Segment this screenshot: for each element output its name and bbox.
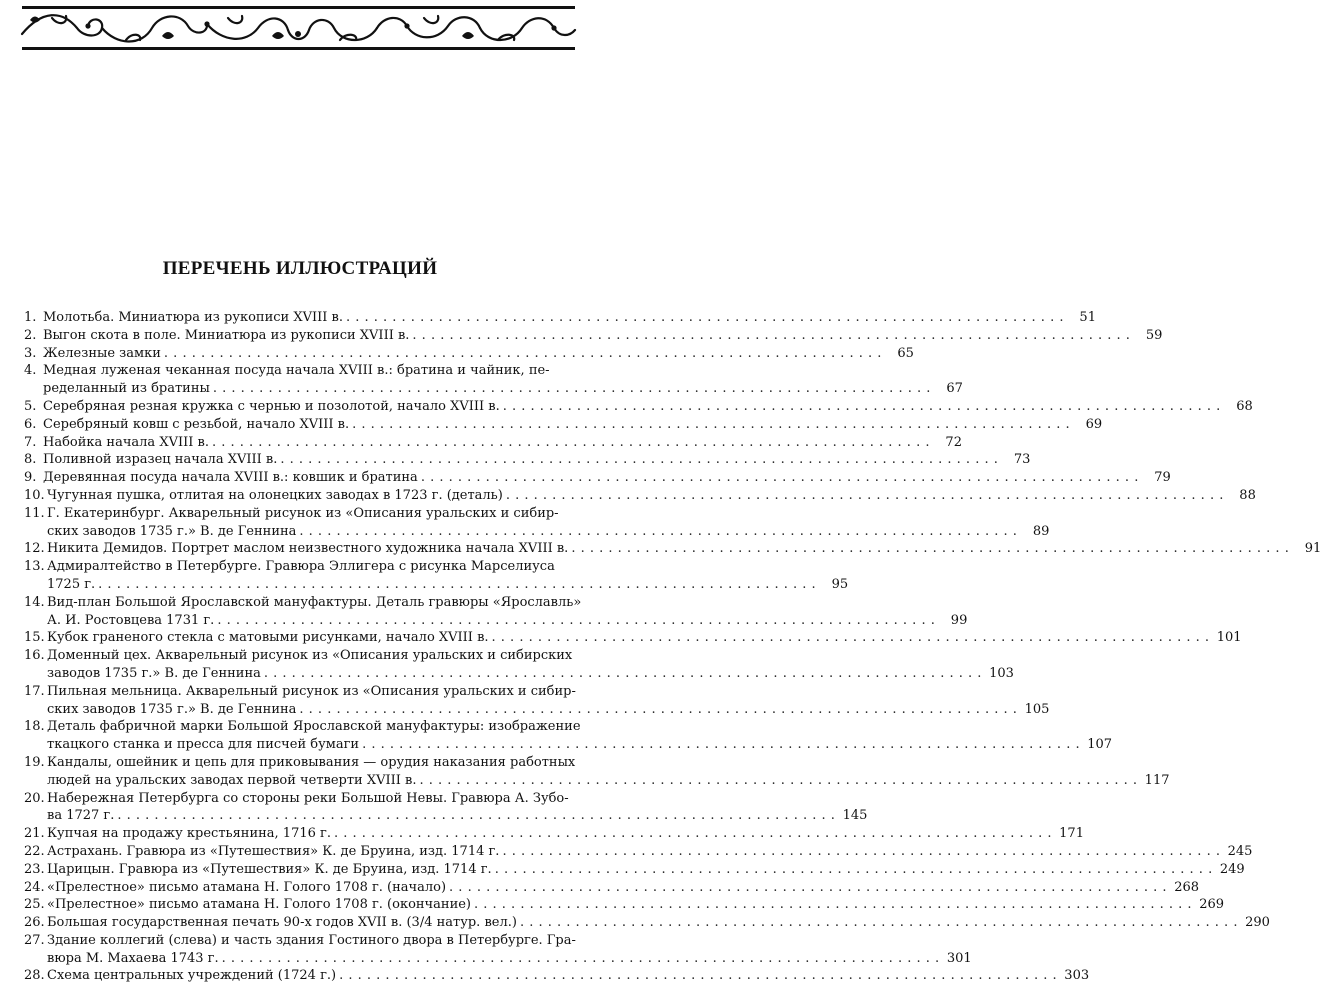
entry-line bbox=[24, 807, 868, 825]
entry-line bbox=[24, 843, 1253, 861]
illustration-entry bbox=[24, 540, 1321, 558]
entry-text: вюра М. Махаева 1743 г. bbox=[47, 950, 219, 966]
entry-text: Железные замки bbox=[43, 345, 161, 361]
entry-line bbox=[24, 576, 849, 594]
page-number: 145 bbox=[842, 808, 868, 824]
entry-text: Поливной изразец начала XVIII в. bbox=[43, 452, 278, 468]
dot-leader bbox=[492, 629, 1210, 647]
page-number: 268 bbox=[1174, 879, 1200, 895]
dot-leader bbox=[474, 896, 1192, 914]
page-number: 72 bbox=[945, 434, 962, 450]
entry-line bbox=[24, 967, 1090, 985]
entry-text: Чугунная пушка, отлитая на олонецких заводах в 1723 г. (деталь) bbox=[47, 487, 503, 503]
ornamental-header-band bbox=[22, 6, 575, 50]
illustration-entry bbox=[24, 879, 1200, 897]
entry-line bbox=[24, 309, 1096, 327]
page-number: 89 bbox=[1032, 523, 1050, 539]
entry-line bbox=[24, 505, 572, 523]
entry-line bbox=[24, 612, 968, 630]
dot-leader bbox=[352, 416, 1070, 434]
entry-text: Никита Демидов. Портрет маслом неизвестного художника начала XVIII в. bbox=[47, 541, 569, 557]
entry-number: 25. bbox=[24, 897, 45, 913]
dot-leader bbox=[503, 398, 1221, 416]
dot-leader bbox=[419, 772, 1137, 790]
entry-text: Вид-план Большой Ярославской мануфактуры. Деталь гравюры «Ярославль» bbox=[47, 594, 582, 610]
page-number: 171 bbox=[1059, 826, 1084, 842]
illustration-entry bbox=[24, 487, 1256, 505]
entry-text: Большая государственная печать 90-х годов XVII в. (3/4 натур. вел.) bbox=[47, 915, 517, 931]
illustration-entry bbox=[24, 416, 1103, 434]
illustration-entry bbox=[24, 718, 1113, 754]
entry-number: 15. bbox=[24, 630, 45, 646]
entry-line bbox=[24, 647, 572, 665]
entry-number: 28. bbox=[24, 968, 45, 984]
entry-number: 24. bbox=[24, 879, 45, 895]
entry-text: ва 1727 г. bbox=[47, 808, 115, 824]
page-title: ПЕРЕЧЕНЬ ИЛЛЮСТРАЦИЙ bbox=[162, 258, 438, 279]
page-number: 73 bbox=[1013, 452, 1031, 468]
dot-leader bbox=[346, 309, 1064, 327]
illustration-list bbox=[24, 309, 1321, 985]
entry-line bbox=[24, 665, 1014, 683]
entry-line bbox=[24, 558, 572, 576]
entry-line bbox=[24, 932, 576, 950]
illustration-entry bbox=[24, 629, 1242, 647]
illustration-entry bbox=[24, 967, 1090, 985]
entry-line bbox=[24, 594, 582, 612]
entry-line bbox=[24, 896, 1225, 914]
entry-number: 13. bbox=[24, 559, 45, 575]
illustration-entry bbox=[24, 398, 1253, 416]
entry-number: 14. bbox=[24, 594, 45, 610]
illustration-entry bbox=[24, 932, 972, 968]
illustration-entry bbox=[24, 861, 1245, 879]
dot-leader bbox=[264, 665, 982, 683]
entry-line bbox=[24, 398, 1253, 416]
entry-line bbox=[24, 790, 572, 808]
entry-number: 19. bbox=[24, 754, 45, 770]
dot-leader bbox=[362, 736, 1080, 754]
illustration-entry bbox=[24, 362, 963, 398]
entry-text: ских заводов 1735 г.» В. де Геннина bbox=[47, 523, 297, 539]
dot-leader bbox=[495, 861, 1213, 879]
entry-text: А. И. Ростовцева 1731 г. bbox=[47, 612, 215, 628]
dot-leader bbox=[217, 612, 935, 630]
page-number: 68 bbox=[1236, 398, 1253, 414]
entry-text: Царицын. Гравюра из «Путешествия» К. де Бруина, изд. 1714 г. bbox=[47, 861, 492, 877]
page-number: 301 bbox=[946, 950, 972, 966]
page-number: 79 bbox=[1154, 470, 1171, 486]
page-number: 303 bbox=[1064, 968, 1090, 984]
entry-line bbox=[24, 523, 1050, 541]
dot-leader bbox=[164, 345, 882, 363]
illustration-entry bbox=[24, 594, 968, 630]
entry-text: Молотьба. Миниатюра из рукописи XVIII в. bbox=[43, 310, 343, 325]
entry-number: 17. bbox=[24, 683, 45, 699]
entry-line bbox=[24, 825, 1084, 843]
illustration-entry bbox=[24, 469, 1171, 487]
entry-text: Пильная мельница. Акварельный рисунок из «Описания уральских и сибир- bbox=[47, 683, 576, 699]
page-number: 51 bbox=[1079, 310, 1096, 325]
entry-line bbox=[24, 416, 1103, 434]
entry-number: 20. bbox=[24, 790, 45, 806]
entry-number: 23. bbox=[24, 861, 45, 877]
dot-leader bbox=[222, 950, 940, 968]
illustration-entry bbox=[24, 327, 1163, 345]
dot-leader bbox=[412, 327, 1130, 345]
illustration-entry bbox=[24, 434, 962, 452]
entry-text: Купчая на продажу крестьянина, 1716 г. bbox=[47, 826, 331, 842]
page-number: 269 bbox=[1199, 897, 1225, 913]
illustration-entry bbox=[24, 914, 1270, 932]
entry-number: 27. bbox=[24, 932, 45, 948]
illustration-entry bbox=[24, 451, 1031, 469]
dot-leader bbox=[299, 523, 1017, 541]
entry-number: 1. bbox=[24, 310, 37, 325]
entry-line bbox=[24, 861, 1245, 879]
entry-number: 2. bbox=[24, 327, 37, 343]
entry-line bbox=[24, 879, 1200, 897]
dot-leader bbox=[117, 807, 835, 825]
entry-text: Выгон скота в поле. Миниатюра из рукописи XVIII в. bbox=[43, 327, 410, 343]
entry-line bbox=[24, 540, 1321, 558]
dot-leader bbox=[280, 451, 998, 469]
entry-number: 16. bbox=[24, 648, 45, 664]
entry-text: Астрахань. Гравюра из «Путешествия» К. де Бруина, изд. 1714 г. bbox=[47, 843, 500, 859]
illustration-entry bbox=[24, 790, 868, 826]
entry-line bbox=[24, 772, 1170, 790]
page-number: 117 bbox=[1144, 772, 1170, 788]
entry-number: 26. bbox=[24, 915, 45, 931]
dot-leader bbox=[212, 434, 930, 452]
dot-leader bbox=[421, 469, 1139, 487]
page-number: 290 bbox=[1245, 915, 1270, 931]
entry-line bbox=[24, 754, 576, 772]
entry-text: Деревянная посуда начала XVIII в.: ковшик и братина bbox=[43, 470, 418, 486]
page-number: 105 bbox=[1024, 701, 1050, 717]
illustration-entry bbox=[24, 309, 1096, 327]
entry-number: 12. bbox=[24, 541, 45, 557]
entry-text: Набережная Петербурга со стороны реки Большой Невы. Гравюра А. Зубо- bbox=[47, 790, 569, 806]
entry-number: 7. bbox=[24, 434, 37, 450]
page-number: 245 bbox=[1227, 843, 1253, 859]
entry-text: Кандалы, ошейник и цепь для приковывания — орудия наказания работных bbox=[47, 754, 576, 770]
entry-line bbox=[24, 950, 972, 968]
illustration-entry bbox=[24, 647, 1014, 683]
illustration-entry bbox=[24, 754, 1170, 790]
entry-text: Деталь фабричной марки Большой Ярославской мануфактуры: изображение bbox=[47, 719, 581, 735]
entry-number: 10. bbox=[24, 487, 45, 503]
page-number: 67 bbox=[946, 381, 963, 397]
dot-leader bbox=[449, 879, 1167, 897]
dot-leader bbox=[98, 576, 816, 594]
entry-text: Доменный цех. Акварельный рисунок из «Описания уральских и сибирских bbox=[47, 648, 573, 664]
entry-number: 22. bbox=[24, 843, 45, 859]
illustration-entry bbox=[24, 896, 1225, 914]
illustration-entry bbox=[24, 683, 1050, 719]
entry-line bbox=[24, 487, 1256, 505]
entry-text: ткацкого станка и пресса для писчей бумаги bbox=[47, 737, 360, 753]
entry-text: Адмиралтейство в Петербурге. Гравюра Эллигера с рисунка Марселиуса bbox=[47, 559, 555, 575]
dot-leader bbox=[520, 914, 1238, 932]
entry-text: Г. Екатеринбург. Акварельный рисунок из «Описания уральских и сибир- bbox=[47, 505, 559, 521]
entry-line bbox=[24, 629, 1242, 647]
page-number: 88 bbox=[1239, 487, 1256, 503]
dot-leader bbox=[213, 380, 931, 398]
entry-number: 3. bbox=[24, 345, 37, 361]
entry-text: 1725 г. bbox=[47, 576, 96, 592]
entry-text: «Прелестное» письмо атамана Н. Голого 1708 г. (окончание) bbox=[47, 897, 471, 913]
entry-text: Кубок граненого стекла с матовыми рисунками, начало XVIII в. bbox=[47, 630, 489, 646]
entry-text: Набойка начала XVIII в. bbox=[43, 434, 209, 450]
entry-number: 11. bbox=[24, 505, 45, 521]
dot-leader bbox=[334, 825, 1052, 843]
page-number: 103 bbox=[989, 665, 1014, 681]
dot-leader bbox=[506, 487, 1224, 505]
entry-number: 18. bbox=[24, 719, 45, 735]
illustration-entry bbox=[24, 843, 1253, 861]
entry-text: Медная луженая чеканная посуда начала XVIII в.: братина и чайник, пе- bbox=[43, 363, 550, 379]
entry-number: 8. bbox=[24, 452, 37, 468]
entry-text: людей на уральских заводах первой четверти XVIII в. bbox=[47, 772, 417, 788]
page-number: 249 bbox=[1219, 861, 1245, 877]
entry-number: 21. bbox=[24, 826, 45, 842]
entry-number: 9. bbox=[24, 470, 37, 486]
illustration-entry bbox=[24, 345, 914, 363]
page-number: 101 bbox=[1216, 630, 1242, 646]
entry-line bbox=[24, 914, 1270, 932]
page-number: 65 bbox=[897, 345, 914, 361]
entry-line bbox=[24, 451, 1031, 469]
page-number: 99 bbox=[950, 612, 968, 628]
entry-line bbox=[24, 380, 963, 398]
entry-number: 4. bbox=[24, 363, 37, 379]
entry-line bbox=[24, 469, 1171, 487]
dot-leader bbox=[299, 701, 1017, 719]
entry-text: ределанный из братины bbox=[43, 381, 210, 397]
page-number: 59 bbox=[1145, 327, 1163, 343]
page-number: 107 bbox=[1087, 737, 1113, 753]
dot-leader bbox=[339, 967, 1057, 985]
illustration-entry bbox=[24, 825, 1084, 843]
entry-line bbox=[24, 434, 962, 452]
entry-text: Схема центральных учреждений (1724 г.) bbox=[47, 968, 337, 984]
dot-leader bbox=[571, 540, 1289, 558]
entry-text: Серебряный ковш с резьбой, начало XVIII в. bbox=[43, 416, 350, 432]
entry-line bbox=[24, 362, 572, 380]
entry-line bbox=[24, 327, 1163, 345]
entry-text: Серебряная резная кружка с чернью и позолотой, начало XVIII в. bbox=[43, 398, 500, 414]
entry-line bbox=[24, 718, 581, 736]
illustration-entry bbox=[24, 505, 1050, 541]
page-number: 95 bbox=[831, 576, 849, 592]
page-number: 91 bbox=[1304, 541, 1321, 557]
page-number: 69 bbox=[1085, 416, 1103, 432]
entry-number: 5. bbox=[24, 398, 37, 414]
entry-line bbox=[24, 345, 914, 363]
dot-leader bbox=[502, 843, 1220, 861]
entry-text: ских заводов 1735 г.» В. де Геннина bbox=[47, 701, 297, 717]
entry-number: 6. bbox=[24, 416, 37, 432]
entry-line bbox=[24, 736, 1113, 754]
entry-text: Здание коллегий (слева) и часть здания Гостиного двора в Петербурге. Гра- bbox=[47, 932, 576, 948]
entry-text: заводов 1735 г.» В. де Геннина bbox=[47, 665, 261, 681]
entry-line bbox=[24, 701, 1050, 719]
illustration-entry bbox=[24, 558, 849, 594]
entry-line bbox=[24, 683, 576, 701]
entry-text: «Прелестное» письмо атамана Н. Голого 1708 г. (начало) bbox=[47, 879, 447, 895]
